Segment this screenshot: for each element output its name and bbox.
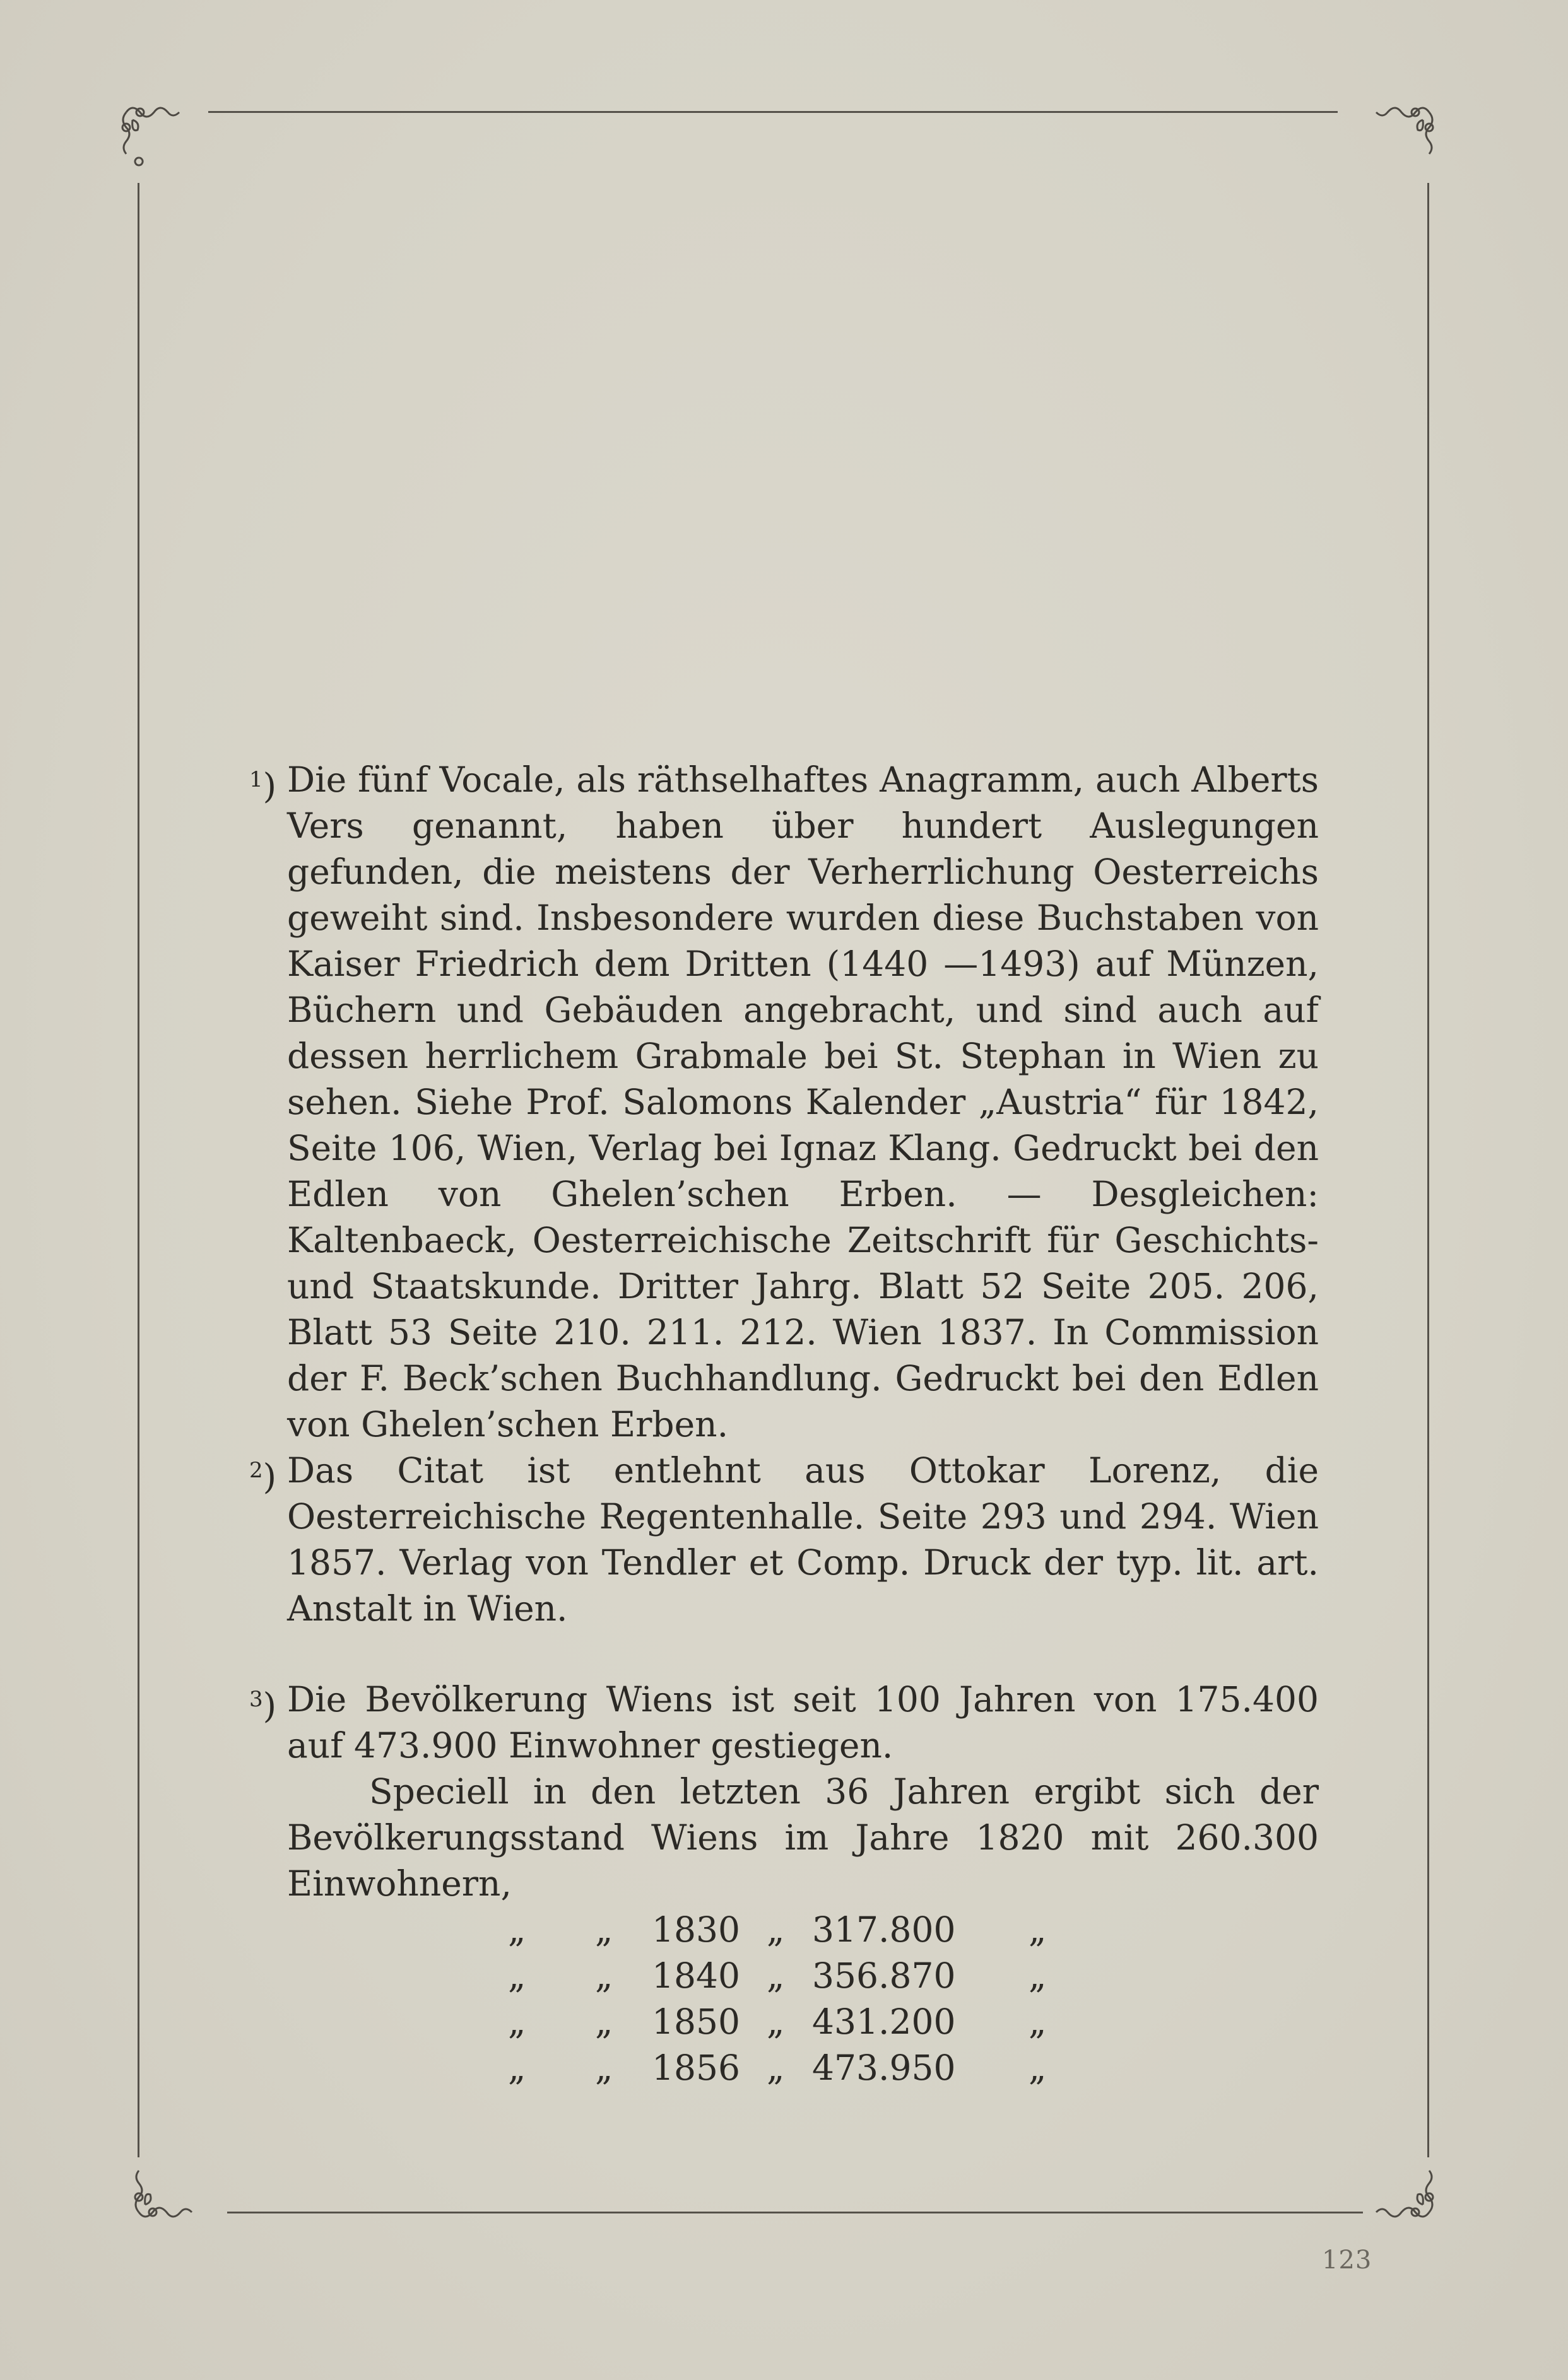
- ditto-mark: „: [767, 1909, 785, 1950]
- population-row: [287, 1907, 1319, 1953]
- ditto-mark: „: [767, 1955, 785, 1996]
- ditto-mark: „: [508, 1955, 526, 1996]
- population-year: 1840: [652, 1955, 740, 1996]
- page-number: 123: [1322, 2246, 1372, 2275]
- footnote-3-marker: $^3$): [249, 1685, 277, 1726]
- population-row: [287, 1999, 1319, 2045]
- ditto-mark: „: [767, 2048, 785, 2088]
- frame-bottom-rule: [227, 2212, 1363, 2213]
- ditto-mark: „: [595, 1909, 613, 1950]
- ditto-mark: „: [595, 2002, 613, 2042]
- footnote-3: [249, 1677, 1319, 2091]
- ditto-mark: „: [595, 1955, 613, 1996]
- footnote-1-marker: $^1$): [249, 766, 277, 806]
- ditto-mark: „: [1029, 1955, 1047, 1996]
- population-count: 473.950: [812, 2048, 956, 2088]
- frame-right-rule: [1427, 183, 1429, 2157]
- footnote-2-marker: $^2$): [249, 1457, 277, 1497]
- footnote-2: [249, 1448, 1319, 1632]
- population-count: 356.870: [812, 1955, 956, 1996]
- footnote-2-text: Das Citat ist entlehnt aus Ottokar Lorenz, die Oesterreichische Regentenhalle. Seite 293 und 294. Wien 1857. Verlag von Tendler et Comp. Druck der typ. lit. art. Anstalt in Wien.: [287, 1450, 1319, 1629]
- population-year: 1830: [652, 1909, 740, 1950]
- population-year: 1850: [652, 2002, 740, 2042]
- ditto-mark: „: [1029, 1909, 1047, 1950]
- ditto-mark: „: [508, 1909, 526, 1950]
- population-count: 431.200: [812, 2002, 956, 2042]
- ditto-mark: „: [508, 2002, 526, 2042]
- ditto-mark: „: [1029, 2002, 1047, 2042]
- corner-ornament-bottom-left: [126, 2142, 215, 2230]
- frame-top-rule: [208, 111, 1338, 113]
- population-table: [287, 1907, 1319, 2091]
- footnote-3-text: Die Bevölkerung Wiens ist seit 100 Jahren von 175.400 auf 473.900 Einwohner gestiegen.: [287, 1679, 1319, 1766]
- ditto-mark: „: [1029, 2048, 1047, 2088]
- footnote-1-text: Die fünf Vocale, als räthselhaftes Anagramm, auch Alberts Vers genannt, haben über hundert Auslegungen gefunden, die meistens der Verherrlichung Oesterreichs geweiht sind. Insbesondere wurden diese Buchstaben von Kaiser Friedrich dem Dritten (1440 —1493) auf Münzen, Büchern und Gebäuden angebracht, und sind auch auf dessen herrlichem Grabmale bei St. Stephan in Wien zu sehen. Siehe Prof. Salomons Kalender „Austria“ für 1842, Seite 106, Wien, Verlag bei Ignaz Klang. Gedruckt bei den Edlen von Ghelen’schen Erben. — Desgleichen: Kaltenbaeck, Oesterreichische Zeitschrift für Geschichts- und Staatskunde. Dritter Jahrg. Blatt 52 Seite 205. 206, Blatt 53 Seite 210. 211. 212. Wien 1837. In Commission der F. Beck’schen Buchhandlung. Gedruckt bei den Edlen von Ghelen’schen Erben.: [287, 759, 1319, 1445]
- ditto-mark: „: [595, 2048, 613, 2088]
- corner-ornament-bottom-right: [1353, 2142, 1442, 2230]
- population-year: 1856: [652, 2048, 740, 2088]
- ditto-mark: „: [508, 2048, 526, 2088]
- ditto-mark: „: [767, 2002, 785, 2042]
- corner-ornament-top-left: [114, 95, 202, 183]
- corner-ornament-top-right: [1353, 95, 1442, 183]
- population-row: [287, 1953, 1319, 1999]
- footnote-3-population-intro: Speciell in den letzten 36 Jahren ergibt sich der Bevölkerungsstand Wiens im Jahre 1820 mit 260.300 Einwohnern,: [287, 1771, 1319, 1904]
- footnote-1: [249, 757, 1319, 1448]
- frame-left-rule: [138, 183, 139, 2157]
- population-row: [287, 2045, 1319, 2091]
- population-count: 317.800: [812, 1909, 956, 1950]
